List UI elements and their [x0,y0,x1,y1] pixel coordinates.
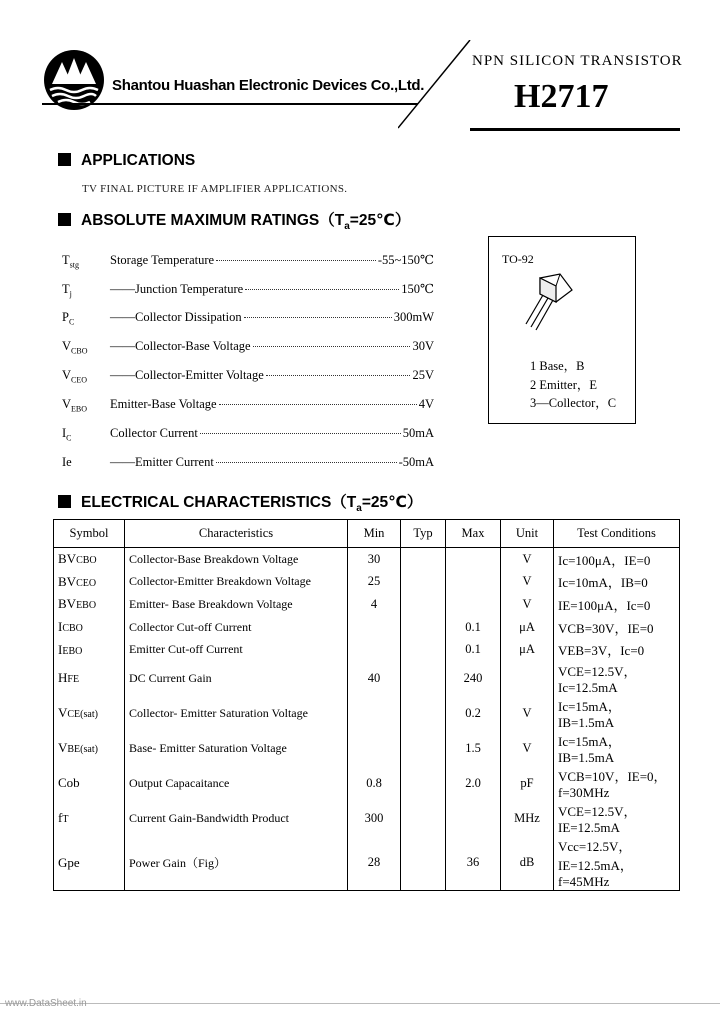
cell-min: 300 [348,801,401,836]
cell-unit: pF [501,766,554,801]
table-row [54,766,680,801]
cell-test-conditions: Vcc=12.5V，IE=12.5mA，f=45MHz [554,836,680,891]
cell-unit: V [501,696,554,731]
leader-dots [266,375,411,376]
rating-value: 25V [412,368,434,382]
leader-dots [253,346,411,347]
rating-value: 300mW [393,310,434,324]
rating-value: 150℃ [401,282,434,296]
cell-max [446,548,501,571]
rating-symbol: $P_C$ [62,310,75,327]
table-row [54,616,680,639]
part-number: H2717 [514,78,609,115]
bullet-square-icon [58,213,71,226]
col-symbol: Symbol [54,520,125,548]
rating-row [62,310,434,330]
cell-symbol: fT [58,810,69,826]
table-row [54,571,680,594]
rating-symbol: $V_{EBO}$ [62,397,88,414]
cell-max: 2.0 [446,766,501,801]
cell-characteristic: DC Current Gain [125,661,348,696]
pin-2: 2 Emitter，E [530,378,597,392]
cell-characteristic: Current Gain-Bandwidth Product [125,801,348,836]
cell-characteristic: Emitter- Base Breakdown Voltage [125,593,348,616]
rating-description: Emitter-Base Voltage [110,397,217,411]
cell-unit: μA [501,616,554,639]
cell-typ [401,731,446,766]
rating-description: Storage Temperature [110,253,215,267]
cell-test-conditions: IE=100μA，Ic=0 [554,593,680,616]
abs-max-heading: ABSOLUTE MAXIMUM $RATINGS(T_a=25℃)$ [58,208,410,232]
cell-symbol: BVCEO [58,573,97,589]
rating-row [62,339,434,359]
rating-value: -55~150℃ [377,253,434,267]
cell-min: 40 [348,661,401,696]
cell-unit: dB [501,836,554,891]
cell-min [348,638,401,661]
rating-row [62,281,434,301]
cell-symbol: IEBO [58,641,83,657]
rating-row [62,455,434,475]
rating-symbol: $V_{CEO}$ [62,368,88,385]
cell-max: 0.1 [446,638,501,661]
cell-test-conditions: Ic=15mA，IB=1.5mA [554,731,680,766]
cell-test-conditions: Ic=10mA，IB=0 [554,571,680,594]
table-row [54,731,680,766]
header-divider [42,103,418,105]
col-characteristics: Characteristics [125,520,348,548]
table-row [54,836,680,891]
rating-value: 30V [412,339,434,353]
leader-dots [245,289,399,290]
cell-symbol: VBE(sat) [58,740,98,756]
to92-package-icon [512,272,582,334]
col-min: Min [348,520,401,548]
table-row [54,548,680,571]
leader-dots [244,317,392,318]
col-typ: Typ [401,520,446,548]
cell-symbol: BVCBO [58,551,97,567]
rating-description: ——Collector-Emitter Voltage [110,368,264,382]
cell-test-conditions: VCE=12.5V，IE=12.5mA [554,801,680,836]
part-underline [470,128,680,131]
cell-characteristic: Power Gain（Fig） [125,836,348,891]
electrical-characteristics-table [53,519,680,891]
rating-symbol: $T_j$ [62,282,72,299]
col-max: Max [446,520,501,548]
table-row [54,638,680,661]
cell-typ [401,696,446,731]
leader-dots [216,462,397,463]
cell-characteristic: Collector-Emitter Breakdown Voltage [125,571,348,594]
rating-row [62,397,434,417]
cell-test-conditions: VCB=30V，IE=0 [554,616,680,639]
cell-min [348,616,401,639]
cell-symbol: Cob [58,775,80,791]
cell-min: 25 [348,571,401,594]
cell-max: 0.1 [446,616,501,639]
rating-row [62,368,434,388]
cell-typ [401,836,446,891]
cell-typ [401,661,446,696]
bullet-square-icon [58,153,71,166]
leader-dots [219,404,417,405]
cell-unit: V [501,548,554,571]
rating-description: Collector Current [110,426,198,440]
cell-test-conditions: VCB=10V，IE=0，f=30MHz [554,766,680,801]
cell-characteristic: Collector- Emitter Saturation Voltage [125,696,348,731]
table-row [54,801,680,836]
cell-typ [401,593,446,616]
cell-symbol: ICBO [58,619,83,635]
bullet-square-icon [58,495,71,508]
rating-value: 50mA [402,426,434,440]
cell-unit: V [501,593,554,616]
cell-typ [401,616,446,639]
cell-characteristic: Collector Cut-off Current [125,616,348,639]
cell-min: 4 [348,593,401,616]
cell-characteristic: Collector-Base Breakdown Voltage [125,548,348,571]
cell-symbol: VCE(sat) [58,705,98,721]
package-name: TO-92 [502,252,534,266]
rating-row [62,426,434,446]
leader-dots [216,260,376,261]
rating-symbol: Ie [62,455,72,469]
elec-heading: ELECTRICAL $CHARACTERISTICS(T_a=25℃)$ [58,490,422,514]
cell-unit: μA [501,638,554,661]
applications-text: TV FINAL PICTURE IF AMPLIFIER APPLICATIONS. [82,183,348,195]
cell-max: 240 [446,661,501,696]
rating-value: -50mA [398,455,434,469]
rating-description: ——Collector-Base Voltage [110,339,251,353]
applications-heading: APPLICATIONS [58,152,195,170]
cell-symbol: Gpe [58,854,80,870]
rating-symbol: $T_{stg}$ [62,253,79,270]
cell-unit: V [501,731,554,766]
pin-3: 3—Collector，C [530,396,617,410]
rating-row [62,252,434,272]
cell-min: 28 [348,836,401,891]
footer-divider [0,1003,720,1004]
rating-value: 4V [418,397,434,411]
table-row [54,661,680,696]
cell-typ [401,548,446,571]
rating-symbol: $I_C$ [62,426,72,443]
leader-dots [200,433,401,434]
cell-min: 0.8 [348,766,401,801]
product-type: NPN SILICON TRANSISTOR [472,53,683,69]
table-row [54,593,680,616]
cell-min: 30 [348,548,401,571]
footer-watermark: www.DataSheet.in [5,998,87,1009]
cell-characteristic: Base- Emitter Saturation Voltage [125,731,348,766]
cell-test-conditions: Ic=15mA，IB=1.5mA [554,696,680,731]
cell-unit: MHz [501,801,554,836]
col-unit: Unit [501,520,554,548]
cell-typ [401,766,446,801]
col-test-conditions: Test Conditions [554,520,680,548]
cell-characteristic: Output Capacaitance [125,766,348,801]
cell-typ [401,638,446,661]
rating-description: ——Emitter Current [110,455,214,469]
cell-test-conditions: Ic=100μA，IE=0 [554,548,680,571]
cell-test-conditions: VCE=12.5V，Ic=12.5mA [554,661,680,696]
rating-description: ——Junction Temperature [110,282,244,296]
rating-description: ——Collector Dissipation [110,310,242,324]
cell-max: 36 [446,836,501,891]
table-header-row [54,520,680,548]
cell-typ [401,801,446,836]
cell-test-conditions: VEB=3V，Ic=0 [554,638,680,661]
cell-max: 0.2 [446,696,501,731]
cell-unit [501,661,554,696]
cell-max [446,571,501,594]
pin-1: 1 Base，B [530,359,585,373]
cell-min [348,731,401,766]
table-row [54,696,680,731]
company-name: Shantou Huashan Electronic Devices Co.,Ltd. [112,77,425,94]
cell-symbol: BVEBO [58,596,97,612]
cell-max [446,801,501,836]
cell-min [348,696,401,731]
cell-symbol: HFE [58,670,80,686]
cell-max [446,593,501,616]
cell-unit: V [501,571,554,594]
cell-max: 1.5 [446,731,501,766]
cell-characteristic: Emitter Cut-off Current [125,638,348,661]
rating-symbol: $V_{CBO}$ [62,339,88,356]
cell-typ [401,571,446,594]
